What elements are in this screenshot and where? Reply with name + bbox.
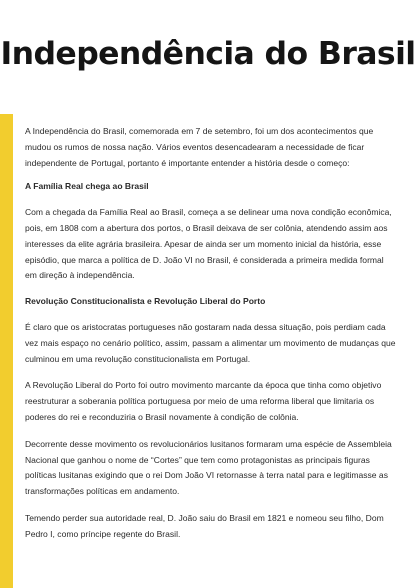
- paragraph-aristocratas: É claro que os aristocratas portugueses não gostaram nada dessa situação, pois perdiam cada vez mais espaço no cenário político, assim, passam a alimentar um movimento de mudanças que culminou em uma revolução constitucionalista em Portugal.: [25, 321, 396, 364]
- accent-bar: [0, 114, 13, 588]
- paragraph-revolucao-porto: A Revolução Liberal do Porto foi outro movimento marcante da época que tinha como objetivo reestruturar a soberania política portuguesa por meio de uma reforma liberal que limitaria os poderes do rei e reconduziria o Brasil novamente à condição de colônia.: [25, 380, 382, 422]
- paragraph-familia-real: Com a chegada da Família Real ao Brasil, começa a se delinear uma nova condição econômica, pois, em 1808 com a abertura dos portos, o Brasil deixava de ser colônia, atendendo assim aos interesses da elite agrária brasileira. Apesar de ainda ser um momento inicial da história, esse episódio, que marca a política de D. João VI no Brasil, é considerada a primeira medida formal em direção à independência.: [25, 207, 392, 281]
- section-heading-familia-real: A Família Real chega ao Brasil: [25, 181, 149, 192]
- article-body: [25, 124, 397, 553]
- paragraph-cortes: Decorrente desse movimento os revolucionários lusitanos formaram uma espécie de Assembleia Nacional que ganhou o nome de “Cortes” que tem como protagonistas as principais figuras políticas lusitanas exigindo que o rei Dom João VI retornasse à terra natal para e legitimasse as transformações políticas em andamento.: [25, 438, 392, 497]
- page-title: Independência do Brasil: [0, 36, 416, 72]
- section-heading-revolucao: Revolução Constitucionalista e Revolução Liberal do Porto: [25, 296, 266, 307]
- intro-paragraph: A Independência do Brasil, comemorada em 7 de setembro, foi um dos acontecimentos que mudou os rumos de nossa nação. Vários eventos desencadearam a necessidade de ficar independente de Portugal, portanto é importante entender a história desde o começo:: [25, 126, 374, 168]
- paragraph-dom-pedro: Temendo perder sua autoridade real, D. João saiu do Brasil em 1821 e nomeou seu filho, Dom Pedro I, como príncipe regente do Brasil.: [25, 512, 384, 539]
